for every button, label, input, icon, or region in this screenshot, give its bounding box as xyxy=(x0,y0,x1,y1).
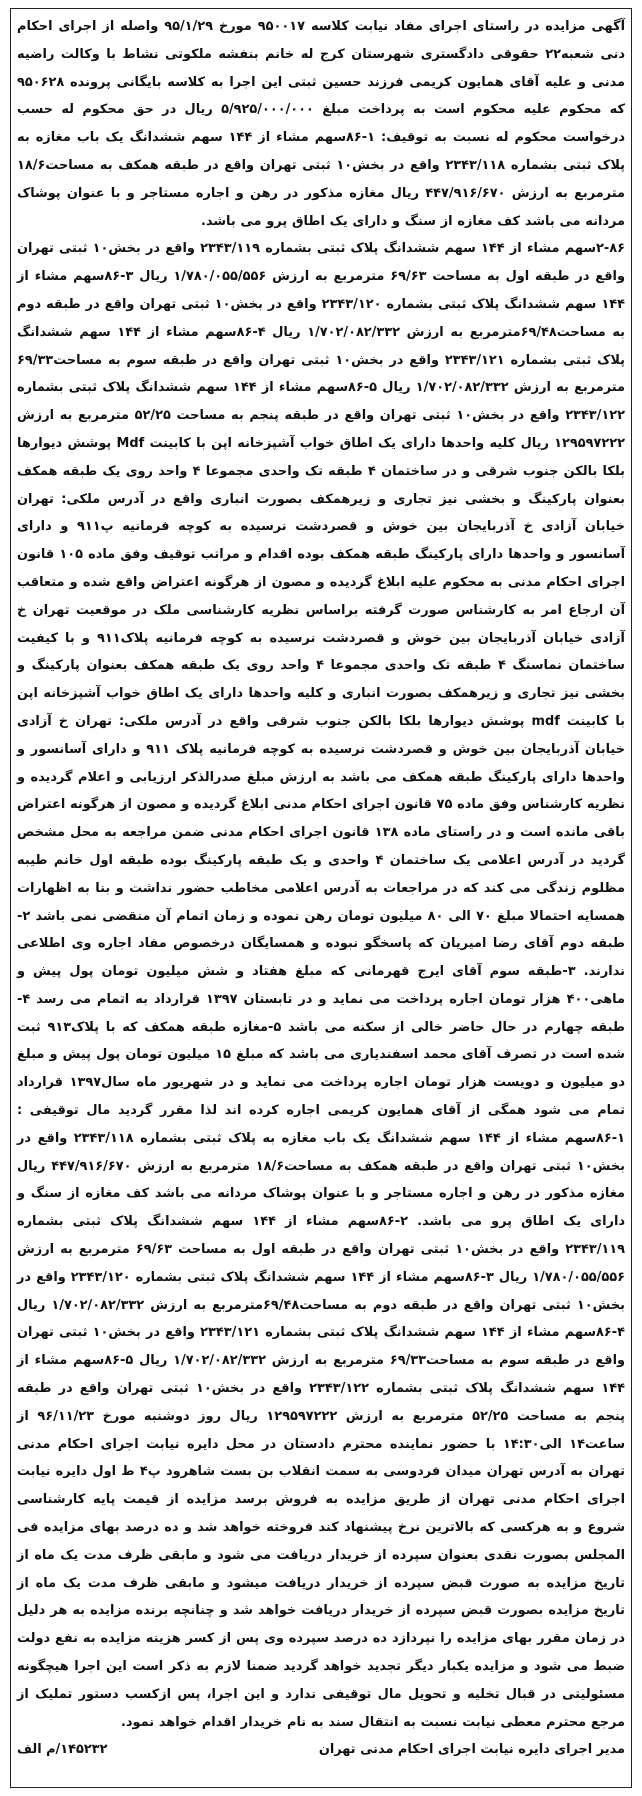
notice-paragraph-1: آگهی مزایده در راستای اجرای مفاد نیابت کلاسه ۹۵۰۰۱۷ مورخ ۹۵/۱/۲۹ واصله از اجرای احکام دنی شعبه۲۲ حقوقی دادگستری شهرستان کرج له خانم بنفشه ملکوتی نشاط با وکالت راضیه مدنی و علیه آقای همایون کریمی فرزند حسین ثبتی این اجرا به کلاسه بایگانی پرونده ۹۵۰۶۲۸ که محکوم علیه محکوم است به پرداخت مبلغ ۵/۹۲۵/۰۰۰/۰۰۰ ریال در حق محکوم له حسب درخواست محکوم له نسبت به توقیف: ۱-۸۶سهم مشاء از ۱۴۴ سهم ششدانگ یک باب مغازه به پلاک ثبتی بشماره ۲۳۴۳/۱۱۸ واقع در بخش۱۰ ثبتی تهران واقع در طبقه همکف به مساحت۱۸/۶ مترمربع به ارزش ۴۴۷/۹۱۶/۶۷۰ ریال مغازه مذکور در رهن و اجاره مستاجر و با عنوان پوشاک مردانه می باشد کف مغازه از سنگ و دارای یک اطاق پرو می باشد. xyxy=(17,19,625,229)
auction-notice xyxy=(10,8,632,1788)
reference-number: ۱۴۵۲۳۲/م الف xyxy=(17,1742,108,1758)
issuer-signature: مدیر اجرای دایره نیابت اجرای احکام مدنی تهران xyxy=(318,1742,625,1758)
notice-paragraph-2: ۲-۸۶سهم مشاء از ۱۴۴ سهم ششدانگ پلاک ثبتی بشماره ۲۳۴۳/۱۱۹ واقع در بخش۱۰ ثبتی تهران واقع در طبقه اول به مساحت ۶۹/۶۳ مترمربع به ارزش ۱/۷۸۰/۰۵۵/۵۵۶ ریال ۳-۸۶سهم مشاء از ۱۴۴ سهم ششدانگ پلاک ثبتی بشماره ۲۳۴۳/۱۲۰ واقع در بخش۱۰ ثبتی تهران واقع در طبقه دوم به مساحت۶۹/۴۸مترمربع به ارزش ۱/۷۰۲/۰۸۲/۳۳۲ ریال ۴-۸۶سهم مشاء از ۱۴۴ سهم ششدانگ پلاک ثبتی بشماره ۲۳۴۳/۱۲۱ واقع در بخش۱۰ ثبتی تهران واقع در طبقه سوم به مساحت۶۹/۳۳ مترمربع به ارزش ۱/۷۰۲/۰۸۲/۳۳۲ ریال ۵-۸۶سهم مشاء از ۱۴۴ سهم ششدانگ پلاک ثبتی بشماره ۲۳۴۳/۱۲۲ واقع در بخش۱۰ ثبتی تهران واقع در طبقه پنجم به مساحت ۵۲/۲۵ مترمربع به ارزش ۱۲۹۵۹۷۲۲۲ ریال کلیه واحدها دارای یک اطاق خواب آشپزخانه اپن با کابینت Mdf پوشش دیوارها بلکا بالکن جنوب شرقی و در ساختمان ۴ طبقه تک واحدی مجموعا ۴ واحد روی یک طبقه همکف بعنوان پارکینگ و بخشی نیز تجاری و زیرهمکف بصورت انباری واقع در آدرس ملکی: تهران خیابان آزادی خ آذربایجان بین خوش و قصردشت نرسیده به کوچه فرمانیه پ۹۱۱ و دارای آسانسور و واحدها دارای پارکینگ طبقه همکف بوده اقدام و مراتب توقیف وفق ماده ۱۰۵ قانون اجرای احکام مدنی به محکوم علیه ابلاغ گردیده و مصون از هرگونه اعتراض واقع شده و متعاقب آن ارجاع امر به کارشناس صورت گرفته براساس نظریه کارشناسی ملک در موقعیت تهران خ آزادی خیابان آذربایجان بین خوش و قصردشت نرسیده به کوچه فرمانیه پلاک۹۱۱ و با کیفیت ساختمان نماسنگ ۴ طبقه تک واحدی مجموعا ۴ واحد روی یک طبقه همکف بعنوان پارکینگ و بخشی نیز تجاری و زیرهمکف بصورت انباری و کلیه واحدها دارای یک اطاق خواب آشپزخانه اپن با کابینت mdf پوشش دیوارها بلکا بالکن جنوب شرقی واقع در آدرس ملکی: تهران خ آزادی خیابان آذربایجان بین خوش و قصردشت نرسیده به کوچه فرمانیه پلاک ۹۱۱ و دارای آسانسور و واحدها دارای پارکینگ طبقه همکف می باشد به ارزش مبلغ صدرالذکر ارزیابی و اعلام گردیده و نظریه کارشناس وفق ماده ۷۵ قانون اجرای احکام مدنی ابلاغ گردیده و مصون از هرگونه اعتراض باقی مانده است و در راستای ماده ۱۳۸ قانون اجرای احکام مدنی ضمن مراجعه به محل مشخص گردید در آدرس اعلامی یک ساختمان ۴ واحدی و یک طبقه پارکینگ بوده طبقه اول خانم طیبه مظلوم زندگی می کند که در مراجعات به آدرس اعلامی مخاطب حضور نداشت و بنا به اظهارات همسایه احتمالا مبلغ ۷۰ الی ۸۰ میلیون تومان رهن نموده و زمان اتمام آن منقضی نمی باشد ۲- طبقه دوم آقای رضا امیریان که پاسخگو نبوده و همسایگان درخصوص مفاد اجاره وی اطلاعی ندارند. ۳-طبقه سوم آقای ایرج قهرمانی که مبلغ هفتاد و شش میلیون تومان پول پیش و ماهی۴۰۰ هزار تومان اجاره پرداخت می نماید و در تابستان ۱۳۹۷ قرارداد به اتمام می رسد ۴- طبقه چهارم در حال حاضر خالی از سکنه می باشد ۵-مغازه طبقه همکف که با پلاک۹۱۳ ثبت شده است در تصرف آقای محمد اسفندیاری می باشد که مبلغ ۱۵ میلیون تومان پول پیش و مبلغ دو میلیون و دویست هزار تومان اجاره پرداخت می نماید و در شهریور ماه سال۱۳۹۷ قرارداد تمام می شود همگی از آقای همایون کریمی اجاره کرده اند لذا مقرر گردید مال توقیفی : ۱-۸۶سهم مشاء از ۱۴۴ سهم ششدانگ یک باب مغازه به پلاک ثبتی بشماره ۲۳۴۳/۱۱۸ واقع در بخش۱۰ ثبتی تهران واقع در طبقه همکف به مساحت۱۸/۶ مترمربع به ارزش ۴۴۷/۹۱۶/۶۷۰ ریال مغازه مذکور در رهن و اجاره مستاجر و با عنوان پوشاک مردانه می باشد کف مغازه از سنگ و دارای یک اطاق پرو می باشد. ۲-۸۶سهم مشاء از ۱۴۴ سهم ششدانگ پلاک ثبتی بشماره ۲۳۴۳/۱۱۹ واقع در بخش۱۰ ثبتی تهران واقع در طبقه اول به مساحت ۶۹/۶۳ مترمربع به ارزش ۱/۷۸۰/۰۵۵/۵۵۶ ریال ۳-۸۶سهم مشاء از ۱۴۴ سهم ششدانگ پلاک ثبتی بشماره ۲۳۴۳/۱۲۰ واقع در بخش۱۰ ثبتی تهران واقع در طبقه دوم به مساحت۶۹/۴۸مترمربع به ارزش ۱/۷۰۲/۰۸۲/۳۳۲ ریال ۴-۸۶سهم مشاء از ۱۴۴ سهم ششدانگ پلاک ثبتی بشماره ۲۳۴۳/۱۲۱ واقع در بخش۱۰ ثبتی تهران واقع در طبقه سوم به مساحت۶۹/۳۳ مترمربع به ارزش ۱/۷۰۲/۰۸۲/۳۳۲ ریال ۵-۸۶سهم مشاء از ۱۴۴ سهم ششدانگ پلاک ثبتی بشماره ۲۳۴۳/۱۲۲ واقع در بخش۱۰ ثبتی تهران واقع در طبقه پنجم به مساحت ۵۲/۲۵ مترمربع به ارزش ۱۲۹۵۹۷۲۲۲ ریال روز دوشنبه مورخ ۹۶/۱۱/۲۳ از ساعت۱۴ الی۱۴:۳۰ با حضور نماینده محترم دادستان در محل دایره نیابت اجرای احکام مدنی تهران به آدرس تهران میدان فردوسی به سمت انقلاب بن بست شاهرود پ۴ ط اول دایره نیابت اجرای احکام مدنی تهران از طریق مزایده به فروش برسد مزایده از قیمت پایه کارشناسی شروع و به هرکسی که بالاترین نرخ پیشنهاد کند فروخته خواهد شد و ده درصد بهای مزایده فی المجلس بصورت نقدی بعنوان سپرده از خریدار دریافت می شود و مابقی ظرف مدت یک ماه از تاریخ مزایده به صورت قبض سپرده از خریدار دریافت میشود و مابقی ظرف مدت یک ماه از تاریخ مزایده بصورت قبض سپرده از خریدار دریافت خواهد شد و چنانچه برنده مزایده به هر دلیل در زمان مقرر بهای مزایده را نپردازد ده درصد سپرده وی پس از کسر هزینه مزایده به نفع دولت ضبط می شود و مزایده یکبار دیگر تجدید خواهد گردید ضمنا لازم به ذکر است این اجرا هیچگونه مسئولیتی در قبال تخلیه و تحویل مال توقیفی ندارد و این اجرا، پس ازکسب دستور تملیک از مرجع محترم معطی نیابت نسبت به انتقال سند به نام خریدار اقدام خواهد نمود. xyxy=(16,241,626,1730)
notice-footer xyxy=(17,1736,625,1764)
